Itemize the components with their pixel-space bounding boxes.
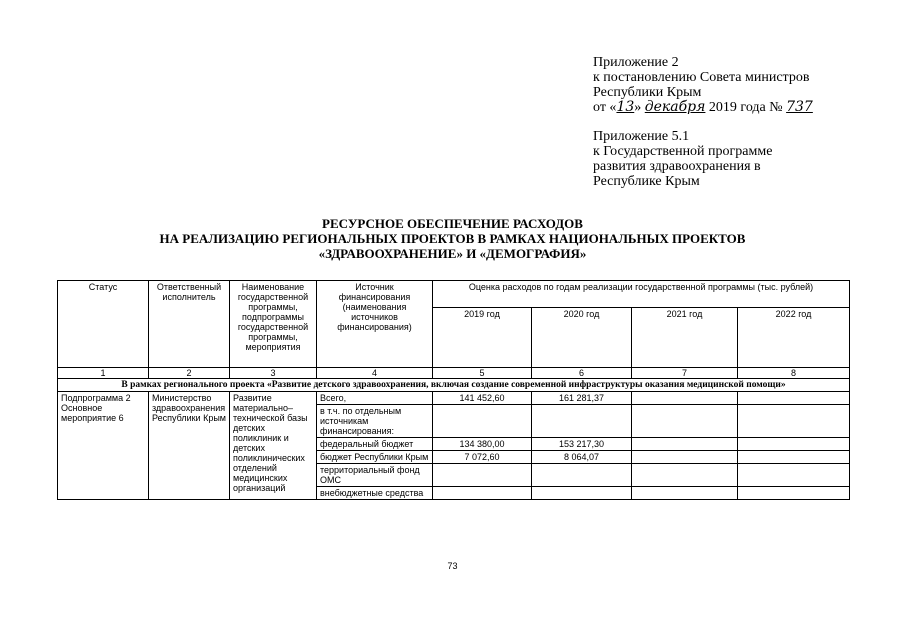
header-year: 2021 год [632,308,738,368]
value-cell: 153 217,30 [532,438,632,451]
value-cell [738,392,850,405]
date-mid: » [634,100,642,115]
appendix-title: Приложение 5.1 [593,129,690,144]
section-title: В рамках регионального проекта «Развитие детского здравоохранения, включая создание современной инфраструктуры оказания медицинской помощи» [58,379,850,392]
header-estimate: Оценка расходов по годам реализации государственной программы (тыс. рублей) [433,281,850,308]
executor-cell: Министерство здравоохранения Республики Крым [149,392,230,500]
column-number: 2 [149,368,230,379]
resource-table [57,280,850,500]
value-cell [738,464,850,487]
date-year: 2019 года № [708,100,783,115]
table-header-row [58,281,850,308]
handwritten-doc-number: 737 [786,99,813,115]
column-number: 4 [317,368,433,379]
title-line: «ЗДРАВООХРАНЕНИЕ» И «ДЕМОГРАФИЯ» [318,246,587,261]
value-cell [632,487,738,500]
value-cell [738,487,850,500]
value-cell [632,405,738,438]
page-number: 73 [447,561,458,571]
column-number: 5 [433,368,532,379]
header-year: 2022 год [738,308,850,368]
appendix-ref-line: к постановлению Совета министров [593,70,810,85]
status-cell: Подпрограмма 2 Основное мероприятие 6 [58,392,149,500]
header-executor: Ответственный исполнитель [149,281,230,368]
title-line: РЕСУРСНОЕ ОБЕСПЕЧЕНИЕ РАСХОДОВ [322,216,583,231]
value-cell: 141 452,60 [433,392,532,405]
handwritten-day: 13 [616,99,635,115]
value-cell [433,487,532,500]
value-cell [632,451,738,464]
value-cell [433,464,532,487]
header-year: 2020 год [532,308,632,368]
value-cell: 8 064,07 [532,451,632,464]
source-cell: Всего, [317,392,433,405]
value-cell [532,464,632,487]
decree-date-line [593,100,893,115]
value-cell [632,438,738,451]
column-number: 3 [230,368,317,379]
value-cell: 7 072,60 [433,451,532,464]
source-cell: территориальный фонд ОМС [317,464,433,487]
value-cell [738,451,850,464]
appendix-ref-line: развития здравоохранения в [593,159,761,174]
column-number: 7 [632,368,738,379]
header-source: Источник финансирования (наименования источников финансирования) [317,281,433,368]
source-cell: внебюджетные средства [317,487,433,500]
document-title [0,216,905,261]
source-cell: федеральный бюджет [317,438,433,451]
table-row [58,392,850,405]
column-number: 8 [738,368,850,379]
program-name-cell: Развитие материально–технической базы детских поликлиник и детских поликлинических отделений медицинских организаций [230,392,317,500]
source-cell: в т.ч. по отдельным источникам финансирования: [317,405,433,438]
value-cell [632,464,738,487]
appendix-ref-line: Республики Крым [593,85,702,100]
header-status: Статус [58,281,149,368]
document-header [593,55,893,189]
value-cell [738,438,850,451]
value-cell [433,405,532,438]
handwritten-month: декабря [644,99,706,115]
value-cell [532,405,632,438]
value-cell: 134 380,00 [433,438,532,451]
appendix-title: Приложение 2 [593,55,679,70]
column-number: 1 [58,368,149,379]
value-cell: 161 281,37 [532,392,632,405]
header-program-name: Наименование государственной программы, подпрограммы государственной программы, мероприятия [230,281,317,368]
header-year: 2019 год [433,308,532,368]
title-line: НА РЕАЛИЗАЦИЮ РЕГИОНАЛЬНЫХ ПРОЕКТОВ В РАМКАХ НАЦИОНАЛЬНЫХ ПРОЕКТОВ [159,231,746,246]
value-cell [532,487,632,500]
source-cell: бюджет Республики Крым [317,451,433,464]
appendix-ref-line: к Государственной программе [593,144,773,159]
date-prefix: от « [593,100,617,115]
value-cell [632,392,738,405]
section-row [58,379,850,392]
value-cell [738,405,850,438]
column-number: 6 [532,368,632,379]
column-number-row [58,368,850,379]
appendix-ref-line: Республике Крым [593,174,700,189]
